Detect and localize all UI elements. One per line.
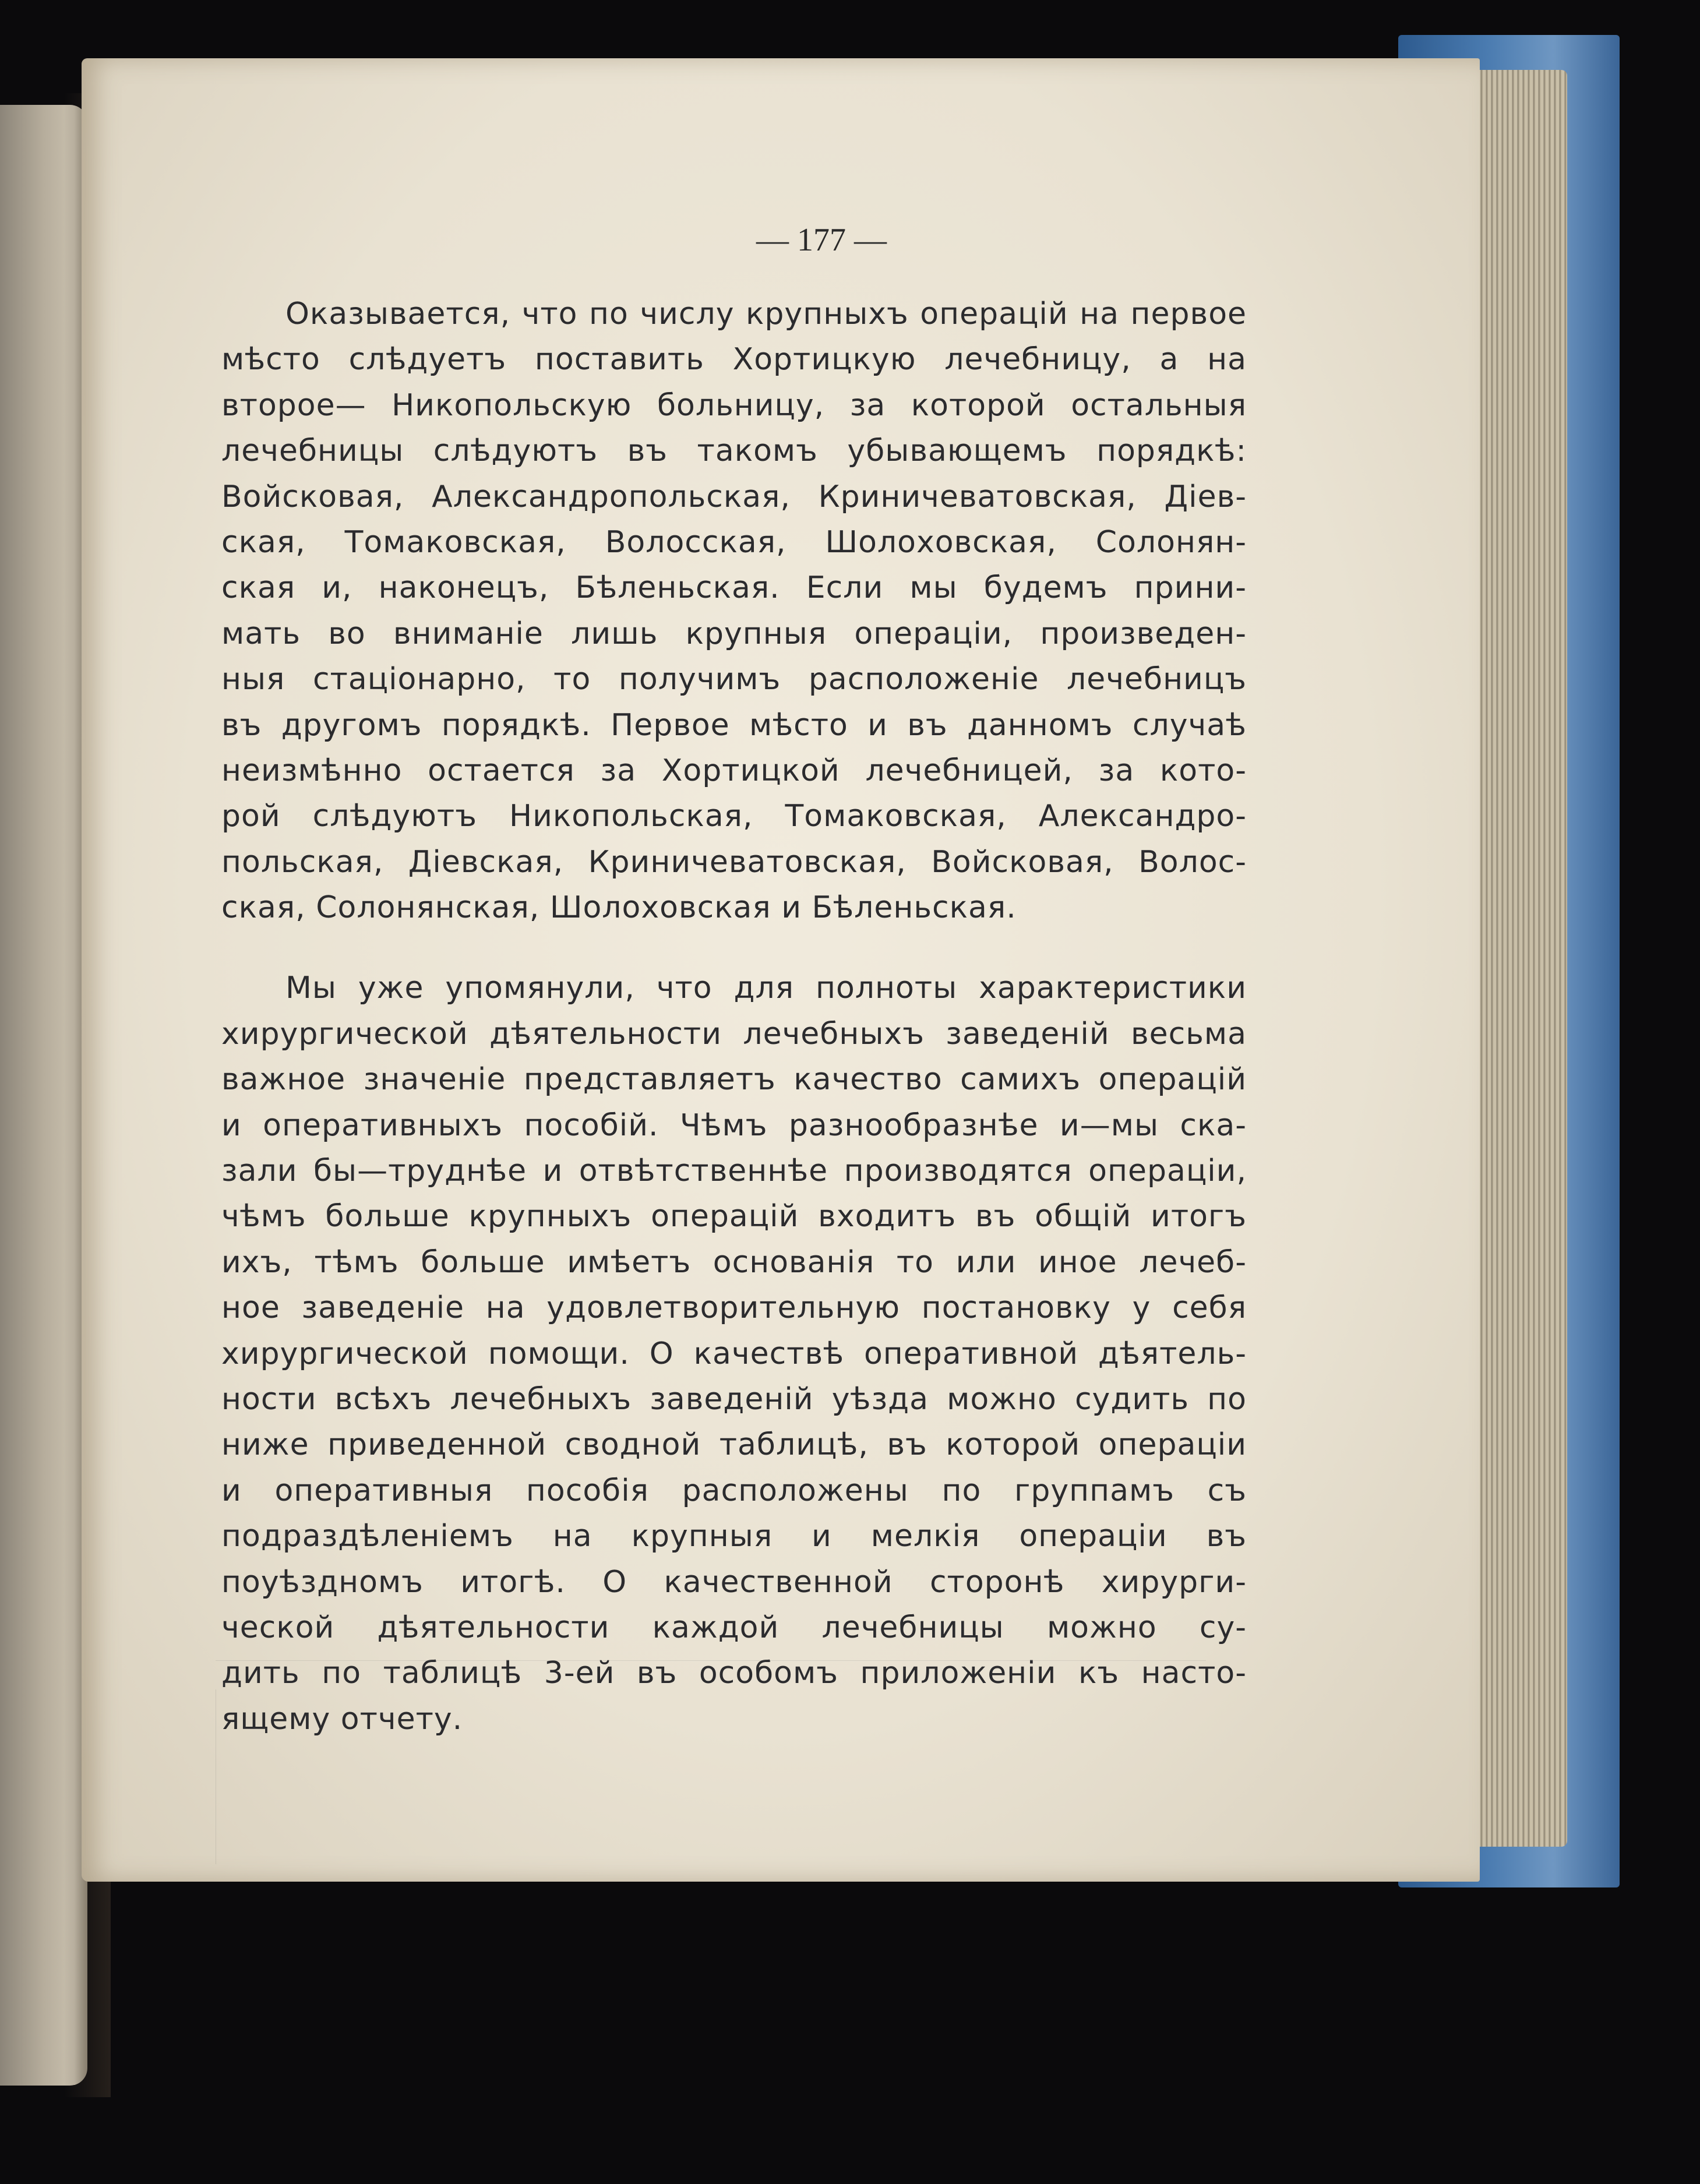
text-line: ская, Солонянская, Шолоховская и Бѣленьская.	[221, 890, 1017, 926]
text-line: ская и, наконецъ, Бѣленьская. Если мы будемъ прини-	[221, 570, 1247, 606]
text-line: дить по таблицѣ 3-ей въ особомъ приложеніи къ насто-	[221, 1656, 1247, 1691]
body-text	[221, 291, 1247, 1742]
text-line: и оперативныхъ пособій. Чѣмъ разнообразнѣе и—мы ска-	[221, 1107, 1247, 1143]
text-line: поуѣздномъ итогѣ. О качественной сторонѣ хирурги-	[221, 1564, 1247, 1600]
text-line: неизмѣнно остается за Хортицкой лечебницей, за кото-	[221, 753, 1247, 788]
text-line: хирургической помощи. О качествѣ оперативной дѣятель-	[221, 1336, 1247, 1371]
text-line: ныя стаціонарно, то получимъ расположеніе лечебницъ	[221, 662, 1247, 697]
text-line: польская, Діевская, Криничеватовская, Войсковая, Волос-	[221, 844, 1247, 880]
text-line: зали бы—труднѣе и отвѣтственнѣе производятся операціи,	[221, 1153, 1247, 1189]
text-line: ности всѣхъ лечебныхъ заведеній уѣзда можно судить по	[221, 1381, 1247, 1417]
text-line: лечебницы слѣдуютъ въ такомъ убывающемъ порядкѣ:	[221, 433, 1247, 469]
text-line: въ другомъ порядкѣ. Первое мѣсто и въ данномъ случаѣ	[221, 707, 1247, 743]
text-line: мѣсто слѣдуетъ поставить Хортицкую лечебницу, а на	[221, 342, 1247, 377]
text-line: ящему отчету.	[221, 1701, 463, 1737]
text-line: рой слѣдуютъ Никопольская, Томаковская, Александро-	[221, 799, 1247, 834]
text-line: ниже приведенной сводной таблицѣ, въ которой операціи	[221, 1427, 1247, 1463]
text-line: Войсковая, Александропольская, Криничеватовская, Діев-	[221, 479, 1247, 514]
text-line: ихъ, тѣмъ больше имѣетъ основанія то или иное лечеб-	[221, 1244, 1247, 1280]
text-line: и оперативныя пособія расположены по группамъ съ	[221, 1473, 1247, 1508]
text-line: подраздѣленіемъ на крупныя и мелкія операціи въ	[221, 1519, 1247, 1554]
text-line: второе— Никопольскую больницу, за которой остальныя	[221, 387, 1247, 423]
text-line: ное заведеніе на удовлетворительную постановку у себя	[221, 1290, 1247, 1326]
paragraph-gap	[221, 930, 1247, 965]
text-line: важное значеніе представляетъ качество самихъ операцій	[221, 1062, 1247, 1098]
text-line: ческой дѣятельности каждой лечебницы можно су-	[221, 1610, 1247, 1645]
text-line: Мы уже упомянули, что для полноты характеристики	[285, 971, 1247, 1006]
text-line: хирургической дѣятельности лечебныхъ заведеній весьма	[221, 1016, 1247, 1052]
text-line: мать во вниманіе лишь крупныя операціи, произведен-	[221, 616, 1247, 651]
text-line: чѣмъ больше крупныхъ операцій входитъ въ общій итогъ	[221, 1199, 1247, 1234]
bleed-through-line	[216, 1660, 1206, 1661]
text-line: Оказывается, что по числу крупныхъ операцій на первое	[285, 297, 1247, 331]
text-line: ская, Томаковская, Волосская, Шолоховская, Солонян-	[221, 524, 1247, 560]
page-number: — 177 —	[756, 222, 887, 258]
